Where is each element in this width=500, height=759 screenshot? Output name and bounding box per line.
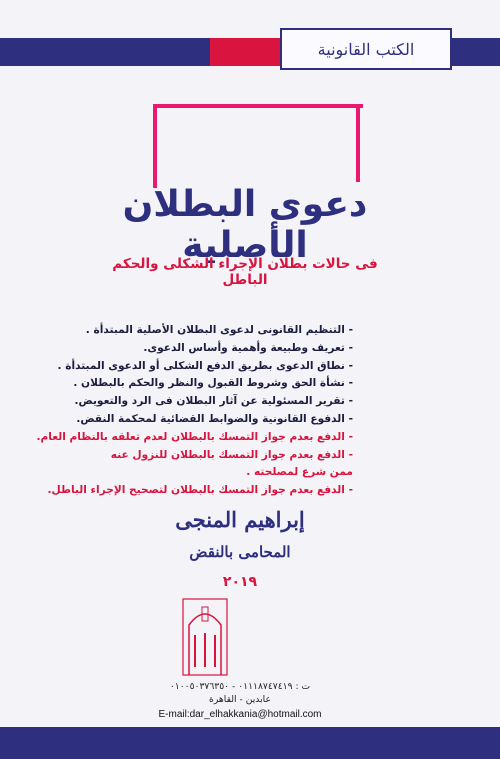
contents-item: - التنظيم القانونى لدعوى البطلان الأصلية المبتدأة . [85,324,353,336]
publisher-phones: ت : ٠١١١٨٧٤٧٤١٩ - ٠١٠٠٥٠٣٧٦٣٥٠ [169,681,311,692]
book-subtitle: فى حالات بطلان الإجراء الشكلى والحكم الباطل [112,256,378,288]
top-band-right [452,38,500,66]
publisher-email: E-mail:dar_elhakkania@hotmail.com [158,709,322,720]
author-role: المحامى بالنقض [189,543,291,561]
contents-item: - الدفع بعدم جواز التمسك بالبطلان لتصحيح الإجراء الباطل. [47,484,353,497]
frame-top-line [153,104,363,108]
contents-item: - تعريف وطبيعة وأهمية وأساس الدعوى. [143,341,353,354]
book-title: دعوى البطلان الأصلية [122,184,368,266]
frame-left-line [153,108,157,188]
contents-item: - الدفوع القانونية والضوابط القضائية لمحكمة النقض. [76,412,353,425]
bottom-band [0,727,500,759]
contents-list [36,322,353,500]
top-band-left [0,38,210,66]
top-band-red [210,38,280,66]
contents-item: - نطاق الدعوى بطريق الدفع الشكلى أو الدعوى المبتدأة . [57,359,353,372]
series-box [280,28,452,70]
author-name: إبراهيم المنجى [175,507,305,532]
contents-item: - الدفع بعدم جواز التمسك بالبطلان لعدم تعلقه بالنظام العام. [36,430,353,443]
contents-item: - تقرير المسئولية عن آثار البطلان فى الرد والتعويض. [74,395,353,408]
contents-item: - نشأة الحق وشروط القبول والنظر والحكم بالبطلان . [73,377,353,390]
frame-right-line [356,104,360,182]
publisher-logo-icon [175,595,235,677]
publisher-address: عابدين - القاهرة [209,694,271,705]
series-label: الكتب القانونية [317,39,415,59]
contents-item: - الدفع بعدم جواز التمسك بالبطلان للنزول عنه ممن شرع لمصلحته . [110,448,353,479]
publication-year: ٢٠١٩ [222,574,258,590]
publisher-contact [125,680,355,706]
